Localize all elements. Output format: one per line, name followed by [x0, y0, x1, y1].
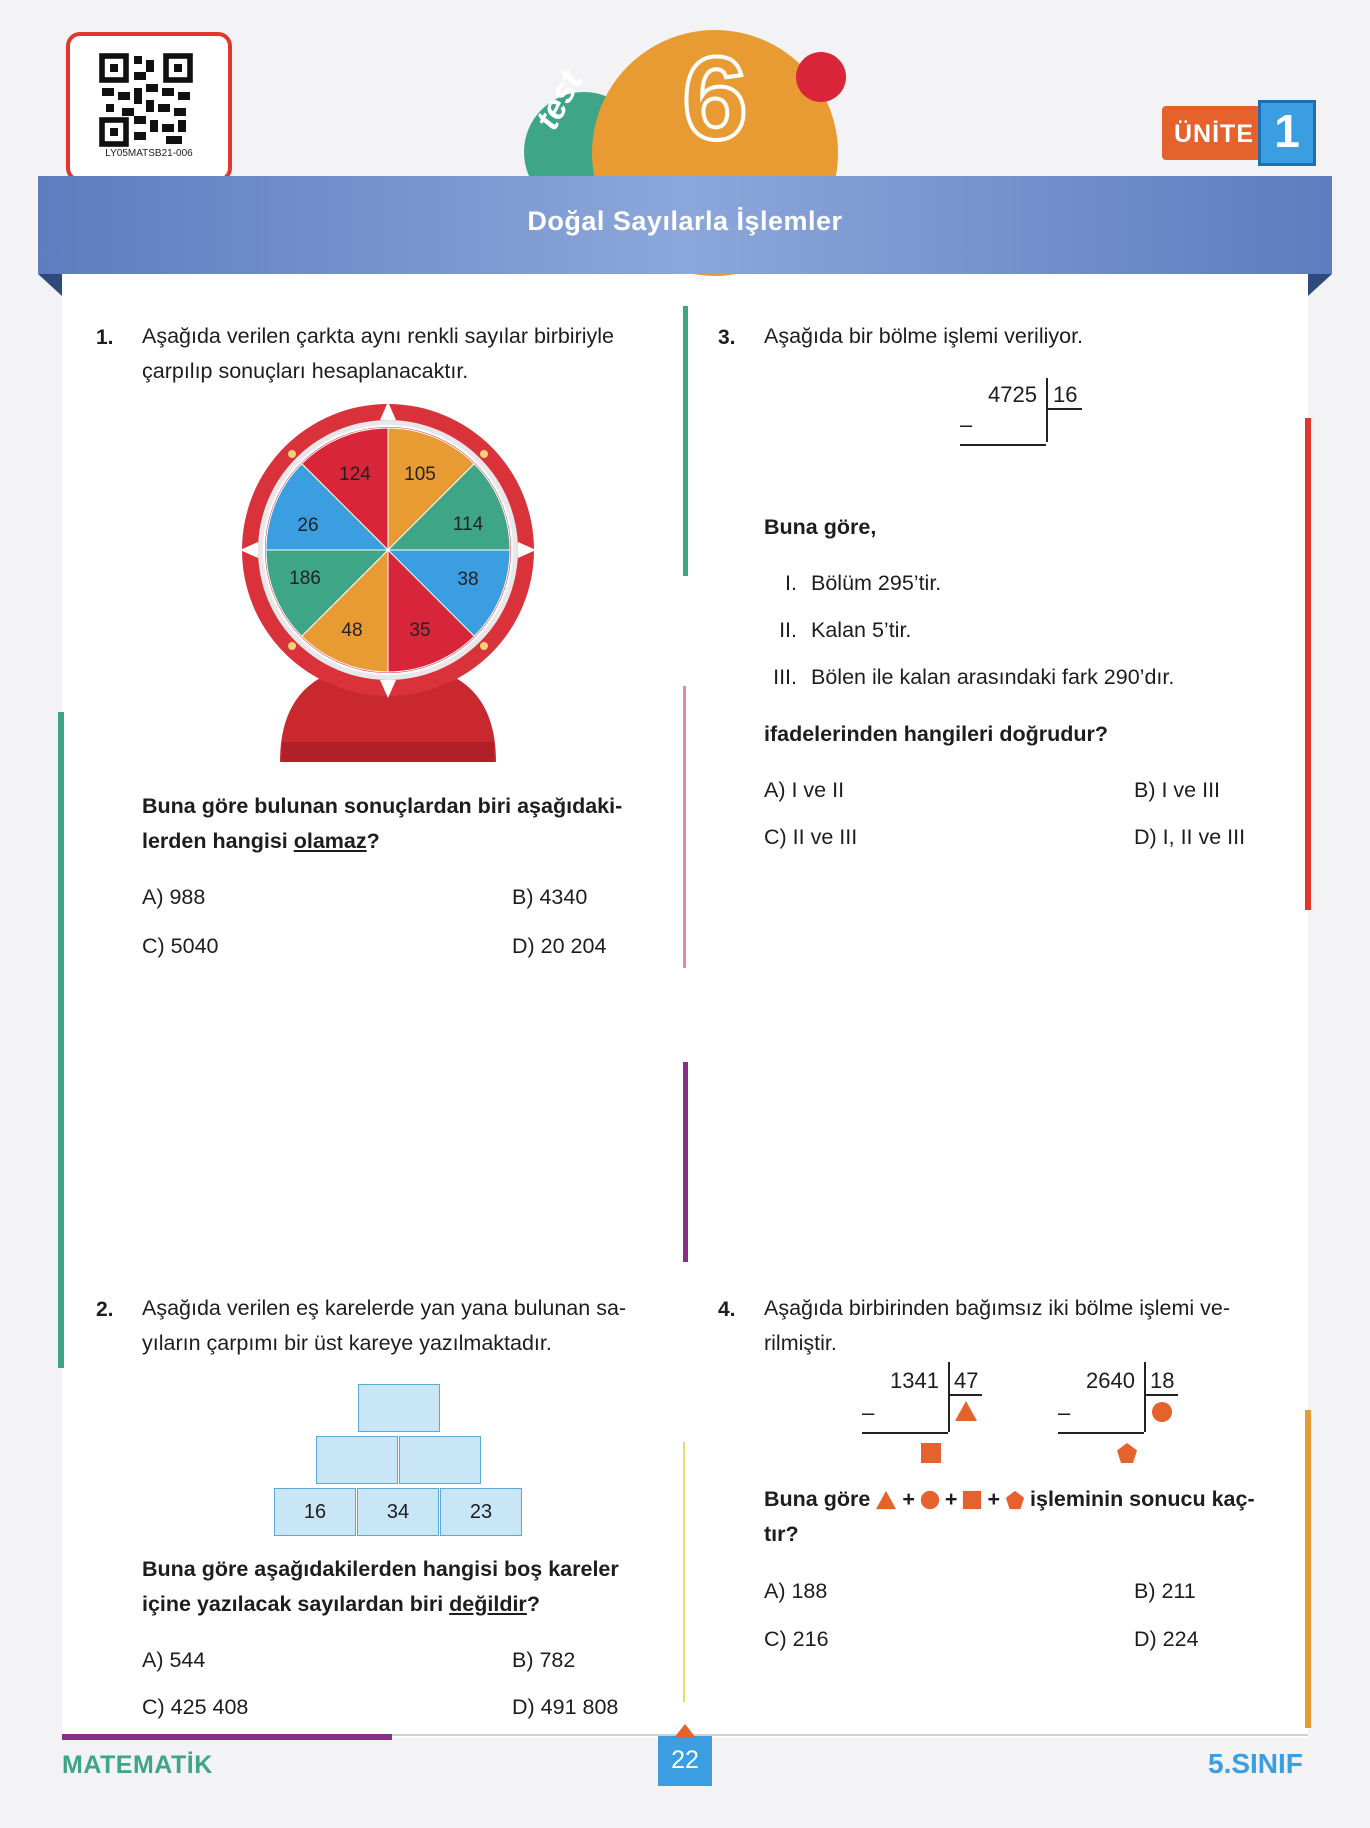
grade-label: 5.SINIF — [1208, 1748, 1303, 1779]
divider-yellow — [683, 1442, 685, 1702]
square-icon — [962, 1490, 982, 1510]
circle-icon — [1150, 1400, 1174, 1424]
unit-number: 1 — [1274, 105, 1300, 157]
q2-option-d[interactable]: D) 491 808 — [512, 1695, 619, 1719]
divider-green-top — [683, 306, 688, 576]
q2-pyramid — [274, 1384, 524, 1542]
page-number-tip — [674, 1724, 696, 1738]
q3-option-c[interactable]: C) II ve III — [764, 825, 858, 849]
q2-number: 2. — [96, 1298, 114, 1321]
q3-quotient-line — [1048, 408, 1082, 410]
q1-text: Aşağıda verilen çarkta aynı renkli sayılar birbiriyle çarpılıp sonuçları hesaplanacaktır. — [142, 324, 615, 383]
qr-code-icon[interactable] — [98, 52, 194, 148]
q4-division-2 — [1058, 1362, 1188, 1466]
q3-division — [958, 378, 1088, 450]
q4-option-d[interactable]: D) 224 — [1134, 1627, 1199, 1651]
square-icon — [920, 1442, 942, 1464]
right-edge-orange — [1305, 1410, 1311, 1728]
wheel-number-8: 26 — [297, 515, 319, 536]
q1-option-b[interactable]: B) 4340 — [512, 885, 588, 909]
pyramid-bottom-cell: 23 — [440, 1488, 522, 1536]
q3-statement: II. Kalan 5’tir. — [779, 618, 912, 642]
unit-label: ÜNİTE — [1174, 120, 1254, 148]
q3-dividend: 4725 — [988, 382, 1037, 407]
q3-division-bar — [1046, 378, 1048, 442]
q3-number: 3. — [718, 326, 736, 349]
q3-divisor: 16 — [1053, 382, 1078, 407]
pyramid-top-cell — [358, 1384, 440, 1432]
circle-icon — [920, 1490, 940, 1510]
q1-option-c[interactable]: C) 5040 — [142, 934, 219, 958]
pyramid-bottom-cell: 16 — [274, 1488, 356, 1536]
wheel-number-3: 114 — [452, 514, 484, 535]
q4-div1-minus: – — [862, 1400, 875, 1425]
divider-pink — [683, 686, 686, 968]
q4-div2-bar — [1144, 1362, 1146, 1432]
q3-statements — [764, 566, 1304, 707]
q1-question: Buna göre bulunan sonuçlardan biri aşağıdaki- lerden hangisi olamaz? — [142, 794, 623, 853]
triangle-icon — [875, 1490, 897, 1510]
pentagon-icon — [1116, 1442, 1138, 1464]
q2-option-b[interactable]: B) 782 — [512, 1648, 576, 1672]
wheel-number-4: 38 — [457, 569, 479, 590]
q3-minus-sign: – — [960, 412, 973, 437]
q3-option-b[interactable]: B) I ve III — [1134, 778, 1221, 802]
q3-question: ifadelerinden hangileri doğrudur? — [764, 722, 1109, 746]
q4-option-c[interactable]: C) 216 — [764, 1627, 829, 1651]
q2-option-a[interactable]: A) 544 — [142, 1648, 206, 1672]
q1-option-a[interactable]: A) 988 — [142, 885, 206, 909]
q4-div1-dividend: 1341 — [890, 1368, 939, 1393]
q3-subtraction-line — [960, 444, 1046, 446]
divider-purple — [683, 1062, 688, 1262]
q4-question: Buna göre + + + işleminin sonucu kaç- tır? — [764, 1487, 1255, 1546]
wheel-number-6: 48 — [341, 620, 363, 641]
q4-option-b[interactable]: B) 211 — [1134, 1579, 1196, 1603]
left-edge-green — [58, 712, 64, 1368]
q3-option-d[interactable]: D) I, II ve III — [1134, 825, 1246, 849]
wheel-number-2: 105 — [404, 464, 436, 485]
wheel-number-1: 124 — [339, 464, 371, 485]
right-edge-red — [1305, 418, 1311, 910]
pyramid-middle-right-cell — [399, 1436, 481, 1484]
q1-number: 1. — [96, 326, 114, 349]
q4-div2-minus: – — [1058, 1400, 1071, 1425]
q4-div1-quotient-line — [950, 1394, 982, 1396]
q4-div1-divisor: 47 — [954, 1368, 979, 1393]
pentagon-icon — [1005, 1490, 1025, 1510]
q1-option-d[interactable]: D) 20 204 — [512, 934, 607, 958]
q3-lead: Buna göre, — [764, 515, 877, 539]
q3-statement: I. Bölüm 295’tir. — [785, 571, 942, 595]
triangle-icon — [954, 1400, 978, 1422]
q3-statement: III. Bölen ile kalan arasındaki fark 290’dır. — [773, 665, 1175, 689]
test-number: 6 — [682, 33, 748, 165]
qr-code-label: LY05MATSB21-006 — [105, 148, 193, 159]
red-dot-decoration — [796, 52, 846, 102]
page-title: Doğal Sayılarla İşlemler — [527, 206, 843, 236]
q4-div2-divisor: 18 — [1150, 1368, 1175, 1393]
q4-text: Aşağıda birbirinden bağımsız iki bölme işlemi ve- rilmiştir. — [764, 1296, 1231, 1355]
q4-div1-bar — [948, 1362, 950, 1432]
pyramid-bottom-cell: 34 — [357, 1488, 439, 1536]
title-bar-fold-left — [38, 274, 62, 296]
q4-div2-dividend: 2640 — [1086, 1368, 1135, 1393]
q2-text: Aşağıda verilen eş karelerde yan yana bulunan sa- yıların çarpımı bir üst kareye yazılmaktadır. — [142, 1296, 627, 1355]
q4-div2-quotient-line — [1146, 1394, 1178, 1396]
pyramid-middle-left-cell — [316, 1436, 398, 1484]
footer-line-grey — [392, 1734, 1308, 1736]
q4-number: 4. — [718, 1298, 736, 1321]
q1-wheel — [240, 402, 536, 764]
page-number: 22 — [671, 1746, 699, 1774]
q3-option-a[interactable]: A) I ve II — [764, 778, 845, 802]
wheel-number-7: 186 — [289, 568, 321, 589]
q4-div2-subtraction-line — [1058, 1432, 1144, 1434]
footer-subject: MATEMATİK — [62, 1751, 213, 1779]
q4-division-1 — [862, 1362, 992, 1466]
wheel-number-5: 35 — [409, 620, 431, 641]
test-label: test — [528, 64, 590, 136]
q4-option-a[interactable]: A) 188 — [764, 1579, 828, 1603]
title-bar-fold-right — [1308, 274, 1332, 296]
q3-text: Aşağıda bir bölme işlemi veriliyor. — [764, 324, 1084, 348]
q4-div1-subtraction-line — [862, 1432, 948, 1434]
q2-option-c[interactable]: C) 425 408 — [142, 1695, 249, 1719]
footer-line-purple — [62, 1734, 392, 1740]
q2-question: Buna göre aşağıdakilerden hangisi boş kareler içine yazılacak sayılardan biri değildir? — [142, 1557, 619, 1616]
